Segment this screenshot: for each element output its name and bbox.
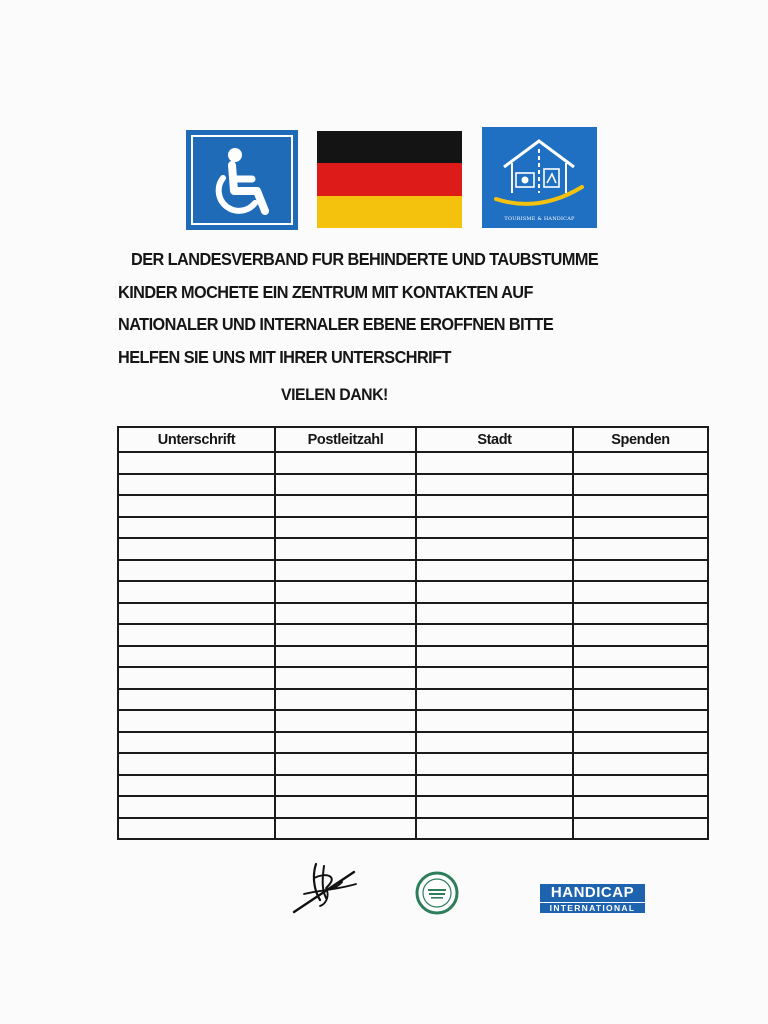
column-header-postcode: Postleitzahl (275, 427, 416, 452)
table-cell (573, 474, 708, 496)
german-flag (317, 131, 462, 228)
table-cell (275, 474, 416, 496)
column-header-city: Stadt (416, 427, 573, 452)
table-cell (416, 581, 573, 603)
table-cell (275, 560, 416, 582)
table-row (118, 474, 708, 496)
handicap-international-logo (540, 884, 645, 913)
table-cell (275, 452, 416, 474)
table-cell (416, 818, 573, 840)
table-row (118, 689, 708, 711)
table-cell (275, 667, 416, 689)
table-cell (118, 624, 275, 646)
handwritten-signature (286, 860, 366, 918)
table-cell (275, 495, 416, 517)
table-cell (573, 667, 708, 689)
table-cell (275, 710, 416, 732)
appeal-line: HELFEN SIE UNS MIT IHRER UNTERSCHRIFT (118, 346, 451, 367)
table-cell (275, 517, 416, 539)
table-cell (416, 474, 573, 496)
appeal-line: DER LANDESVERBAND FUR BEHINDERTE UND TAUBSTUMME (131, 249, 599, 269)
table-cell (573, 818, 708, 840)
table-cell (573, 560, 708, 582)
table-cell (118, 775, 275, 797)
table-cell (573, 581, 708, 603)
table-row (118, 796, 708, 818)
flag-band-red (317, 163, 462, 195)
table-cell (416, 689, 573, 711)
appeal-text (118, 243, 676, 373)
table-cell (573, 775, 708, 797)
table-cell (275, 624, 416, 646)
table-cell (118, 796, 275, 818)
table-row (118, 495, 708, 517)
table-cell (573, 603, 708, 625)
table-cell (573, 452, 708, 474)
table-cell (118, 538, 275, 560)
table-cell (416, 517, 573, 539)
table-cell (118, 732, 275, 754)
table-cell (118, 753, 275, 775)
table-cell (416, 560, 573, 582)
table-cell (275, 603, 416, 625)
table-cell (416, 624, 573, 646)
table-cell (118, 452, 275, 474)
table-row (118, 646, 708, 668)
table-row (118, 818, 708, 840)
table-row (118, 560, 708, 582)
table-cell (416, 667, 573, 689)
table-cell (275, 818, 416, 840)
table-row (118, 775, 708, 797)
thanks-text: VIELEN DANK! (281, 385, 388, 404)
table-cell (275, 646, 416, 668)
table-cell (573, 495, 708, 517)
table-cell (416, 710, 573, 732)
table-cell (275, 581, 416, 603)
table-row (118, 603, 708, 625)
wheelchair-logo (186, 130, 298, 230)
table-cell (416, 753, 573, 775)
table-cell (118, 667, 275, 689)
wheelchair-icon (189, 133, 295, 227)
table-row (118, 732, 708, 754)
table-cell (416, 796, 573, 818)
table-cell (573, 624, 708, 646)
table-cell (573, 710, 708, 732)
house-icon (482, 127, 597, 228)
logo-sub-text: INTERNATIONAL (540, 902, 645, 913)
table-cell (416, 775, 573, 797)
table-row (118, 452, 708, 474)
table-cell (275, 538, 416, 560)
tourisme-label: TOURISME & HANDICAP (504, 216, 575, 222)
table-cell (118, 603, 275, 625)
tourisme-handicap-logo (482, 127, 597, 228)
table-row (118, 581, 708, 603)
table-cell (275, 753, 416, 775)
table-body (118, 452, 708, 839)
table-cell (118, 581, 275, 603)
table-row (118, 667, 708, 689)
table-cell (118, 495, 275, 517)
appeal-line: KINDER MOCHETE EIN ZENTRUM MIT KONTAKTEN AUF (118, 281, 533, 302)
table-cell (573, 796, 708, 818)
table-cell (118, 818, 275, 840)
table-cell (118, 646, 275, 668)
table-row (118, 538, 708, 560)
table-cell (118, 689, 275, 711)
flag-band-black (317, 131, 462, 163)
table-cell (416, 732, 573, 754)
signature-table (117, 426, 709, 840)
column-header-signature: Unterschrift (118, 427, 275, 452)
table-cell (118, 474, 275, 496)
column-header-donation: Spenden (573, 427, 708, 452)
table-cell (118, 517, 275, 539)
table-row (118, 710, 708, 732)
table-cell (275, 775, 416, 797)
circular-stamp-seal (415, 871, 459, 915)
table-cell (416, 452, 573, 474)
table-cell (416, 495, 573, 517)
table-cell (416, 603, 573, 625)
table-cell (573, 538, 708, 560)
appeal-line: NATIONALER UND INTERNALER EBENE EROFFNEN BITTE (118, 314, 554, 334)
table-cell (573, 689, 708, 711)
table-cell (275, 796, 416, 818)
table-row (118, 517, 708, 539)
table-row (118, 624, 708, 646)
table-row (118, 753, 708, 775)
table-cell (416, 646, 573, 668)
flag-band-gold (317, 196, 462, 228)
table-cell (573, 646, 708, 668)
table-cell (573, 732, 708, 754)
table-cell (416, 538, 573, 560)
table-header-row (118, 427, 708, 452)
table-cell (275, 732, 416, 754)
table-cell (573, 753, 708, 775)
table-cell (118, 710, 275, 732)
table-cell (275, 689, 416, 711)
table-cell (118, 560, 275, 582)
logo-main-text: HANDICAP (540, 884, 645, 902)
table-cell (573, 517, 708, 539)
